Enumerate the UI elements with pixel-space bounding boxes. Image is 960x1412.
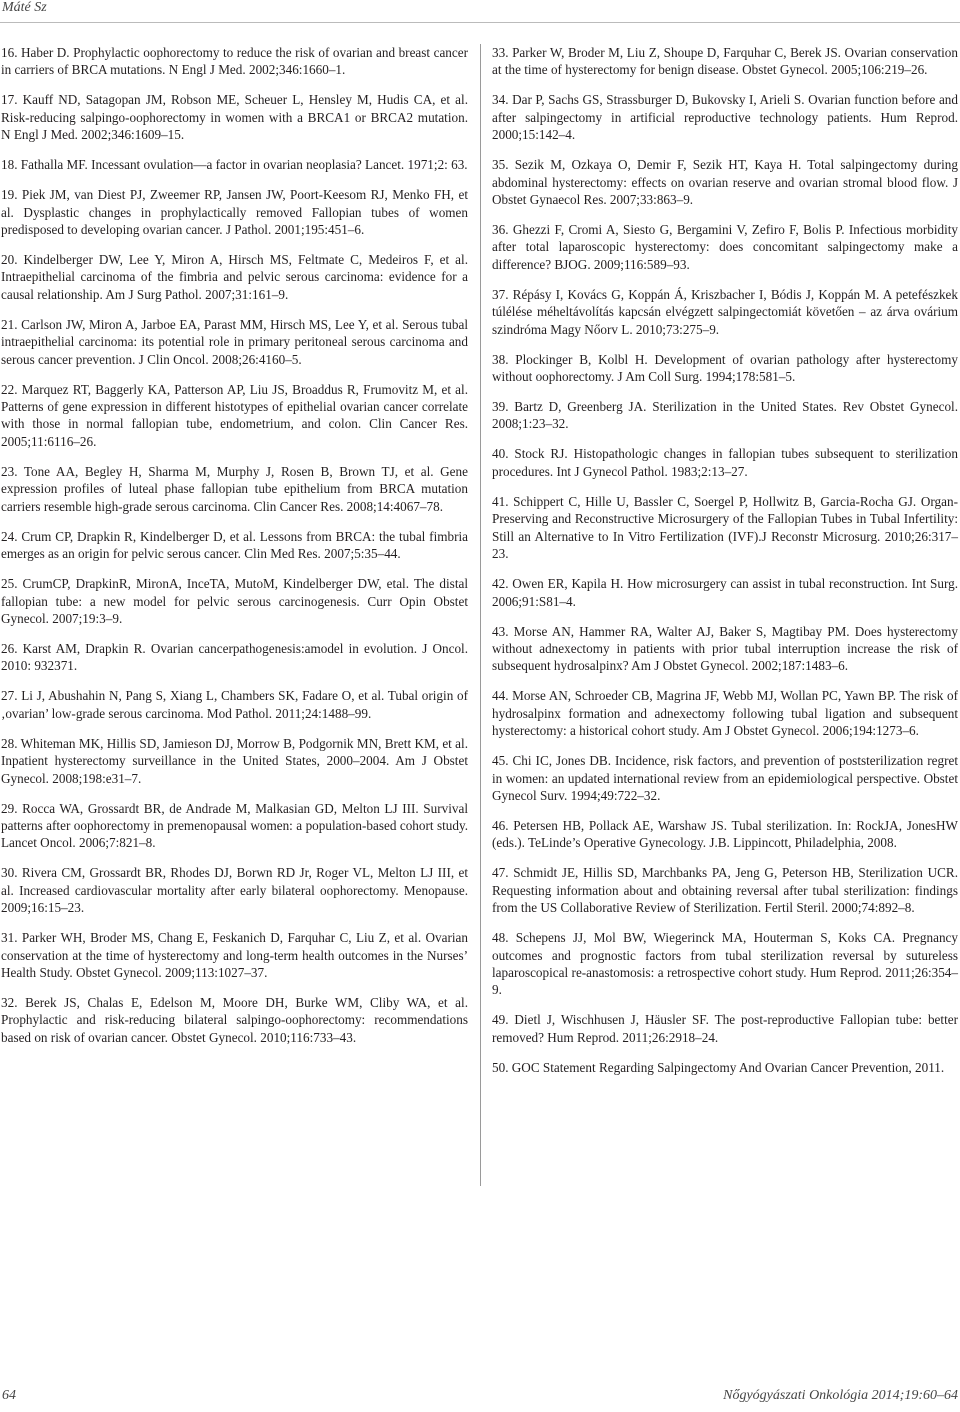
header-divider xyxy=(0,22,960,23)
reference-item: 25. CrumCP, DrapkinR, MironA, InceTA, MutoM, Kindelberger DW, etal. The distal fallopian tube: a new model for pelvic serous carcinogenesis. Curr Opin Obstet Gynecol. 2007;19:3–9. xyxy=(1,576,468,626)
reference-item: 41. Schippert C, Hille U, Bassler C, Soergel P, Hollwitz B, Garcia-Rocha GJ. Organ-Preserving and Reconstructive Microsurgery of the Fallopian Tubes in Tubal Infertility: Still an Alternative to In Vitro Fertilization (IVF).J Reconstr Microsurg. 2010;26:317–23. xyxy=(492,493,958,562)
reference-list-right-column xyxy=(492,44,958,1089)
reference-item: 32. Berek JS, Chalas E, Edelson M, Moore DH, Burke WM, Cliby WA, et al. Prophylactic and risk-reducing bilateral salpingo-oophorectomy: recommendations based on risk of ovarian cancer. Obstet Gynecol. 2010;116:733–43. xyxy=(1,994,468,1045)
reference-list-left-column xyxy=(1,44,468,1059)
reference-item: 39. Bartz D, Greenberg JA. Sterilization in the United States. Rev Obstet Gynecol. 2008;1:23–32. xyxy=(492,399,958,432)
reference-item: 27. Li J, Abushahin N, Pang S, Xiang L, Chambers SK, Fadare O, et al. Tubal origin of ‚ovarian’ low-grade serous carcinoma. Mod Pathol. 2011;24:1488–99. xyxy=(1,688,468,721)
reference-item: 35. Sezik M, Ozkaya O, Demir F, Sezik HT, Kaya H. Total salpingectomy during abdominal hysterectomy: effects on ovarian reserve and ovarian stromal blood flow. J Obstet Gynaecol Res. 2007;33:863–9. xyxy=(492,157,958,208)
reference-item: 19. Piek JM, van Diest PJ, Zweemer RP, Jansen JW, Poort-Keesom RJ, Menko FH, et al. Dysplastic changes in prophylactically removed Fallopian tubes of women predisposed to developing ovarian cancer. J Pathol. 2001;195:451–6. xyxy=(1,187,468,238)
reference-item: 26. Karst AM, Drapkin R. Ovarian cancerpathogenesis:amodel in evolution. J Oncol. 2010: 932371. xyxy=(1,640,468,674)
reference-item: 33. Parker W, Broder M, Liu Z, Shoupe D, Farquhar C, Berek JS. Ovarian conservation at the time of hysterectomy for benign disease. Obstet Gynecol. 2005;106:219–26. xyxy=(492,45,958,78)
reference-item: 30. Rivera CM, Grossardt BR, Rhodes DJ, Borwn RD Jr, Roger VL, Melton LJ III, et al. Increased cardiovascular mortality after early bilateral oophorectomy. Menopause. 2009;16:15–23. xyxy=(1,865,468,916)
reference-item: 18. Fathalla MF. Incessant ovulation—a factor in ovarian neoplasia? Lancet. 1971;2: 63. xyxy=(1,157,468,173)
reference-item: 40. Stock RJ. Histopathologic changes in fallopian tubes subsequent to sterilization procedures. Int J Gynecol Pathol. 1983;2:13–27. xyxy=(492,446,958,479)
reference-item: 45. Chi IC, Jones DB. Incidence, risk factors, and prevention of poststerilization regret in women: an updated international review from an epidemiological perspective. Obstet Gynecol Surv. 1994;49:722–32. xyxy=(492,753,958,803)
reference-item: 49. Dietl J, Wischhusen J, Häusler SF. The post-reproductive Fallopian tube: better removed? Hum Reprod. 2011;26:2918–24. xyxy=(492,1012,958,1045)
reference-item: 48. Schepens JJ, Mol BW, Wiegerinck MA, Houterman S, Koks CA. Pregnancy outcomes and prognostic factors from tubal sterilization reversal by sutureless laparoscopical re-anastomosis: a retrospective cohort study. Hum Reprod. 2011;26:354–9. xyxy=(492,930,958,998)
reference-item: 16. Haber D. Prophylactic oophorectomy to reduce the risk of ovarian and breast cancer in carriers of BRCA mutations. N Engl J Med. 2002;346:1660–1. xyxy=(1,45,468,78)
reference-item: 21. Carlson JW, Miron A, Jarboe EA, Parast MM, Hirsch MS, Lee Y, et al. Serous tubal intraepithelial carcinoma: its potential role in primary peritoneal serous carcinoma and serous cancer prevention. J Clin Oncol. 2008;26:4160–5. xyxy=(1,316,468,367)
reference-item: 28. Whiteman MK, Hillis SD, Jamieson DJ, Morrow B, Podgornik MN, Brett KM, et al. Inpatient hysterectomy surveillance in the United States, 2000–2004. Am J Obstet Gynecol. 2008;198:e31–7. xyxy=(1,735,468,786)
reference-item: 38. Plockinger B, Kolbl H. Development of ovarian pathology after hysterectomy without oophorectomy. J Am Coll Surg. 1994;178:581–5. xyxy=(492,351,958,385)
reference-item: 22. Marquez RT, Baggerly KA, Patterson AP, Liu JS, Broaddus R, Frumovitz M, et al. Patterns of gene expression in different histotypes of epithelial ovarian cancer correlate with those in normal fallopian tube, endometrium, and colon. Clin Cancer Res. 2005;11:6116–26. xyxy=(1,381,468,449)
reference-item: 46. Petersen HB, Pollack AE, Warshaw JS. Tubal sterilization. In: RockJA, JonesHW (eds.). TeLinde’s Operative Gynecology. J.B. Lippincott, Philadelphia, 2008. xyxy=(492,817,958,851)
running-header-author: Máté Sz xyxy=(2,0,47,15)
reference-item: 50. GOC Statement Regarding Salpingectomy And Ovarian Cancer Prevention, 2011. xyxy=(492,1059,945,1075)
reference-item: 31. Parker WH, Broder MS, Chang E, Feskanich D, Farquhar C, Liu Z, et al. Ovarian conservation at the time of hysterectomy and long-term health outcomes in the Nurses’ Health Study. Obstet Gynecol. 2009;113:1027–37. xyxy=(1,930,468,980)
reference-item: 34. Dar P, Sachs GS, Strassburger D, Bukovsky I, Arieli S. Ovarian function before and after salpingectomy in artificial reproductive technology patients. Hum Reprod. 2000;15:142–4. xyxy=(492,92,958,143)
reference-item: 17. Kauff ND, Satagopan JM, Robson ME, Scheuer L, Hensley M, Hudis CA, et al. Risk-reducing salpingo-oophorectomy in women with a BRCA1 or BRCA2 mutation. N Engl J Med. 2002;346:1609–15. xyxy=(1,92,468,143)
reference-item: 20. Kindelberger DW, Lee Y, Miron A, Hirsch MS, Feltmate C, Medeiros F, et al. Intraepithelial carcinoma of the fimbria and pelvic serous carcinoma: evidence for a causal relationship. Am J Surg Pathol. 2007;31:161–9. xyxy=(1,252,468,302)
reference-item: 44. Morse AN, Schroeder CB, Magrina JF, Webb MJ, Wollan PC, Yawn BP. The risk of hydrosalpinx formation and adnexectomy following tubal ligation and subsequent hysterectomy: a historical cohort study. Am J Obstet Gynecol. 2006;194:1273–6. xyxy=(492,688,958,739)
reference-item: 24. Crum CP, Drapkin R, Kindelberger D, et al. Lessons from BRCA: the tubal fimbria emerges as an origin for pelvic serous cancer. Clin Med Res. 2007;5:35–44. xyxy=(1,528,468,562)
page-number: 64 xyxy=(2,1388,16,1403)
reference-item: 29. Rocca WA, Grossardt BR, de Andrade M, Malkasian GD, Melton LJ III. Survival patterns after oophorectomy in premenopausal women: a population-based cohort study. Lancet Oncol. 2006;7:821–8. xyxy=(1,800,468,851)
column-divider xyxy=(480,44,481,1186)
reference-item: 23. Tone AA, Begley H, Sharma M, Murphy J, Rosen B, Brown TJ, et al. Gene expression profiles of luteal phase fallopian tube epithelium from BRCA mutation carriers resemble high-grade serous carcinoma. Clin Cancer Res. 2008;14:4067–78. xyxy=(1,463,468,514)
journal-citation: Nőgyógyászati Onkológia 2014;19:60–64 xyxy=(723,1388,958,1403)
reference-item: 42. Owen ER, Kapila H. How microsurgery can assist in tubal reconstruction. Int Surg. 2006;91:S81–4. xyxy=(492,576,958,609)
reference-item: 37. Répásy I, Kovács G, Koppán Á, Kriszbacher I, Bódis J, Koppán M. A petefészkek túlélése méheltávolítás kapcsán elvégzett salpingectomiát követően – az árva ovárium szindróma Magy Nőorv L. 2010;73:275–9. xyxy=(492,286,958,337)
reference-item: 36. Ghezzi F, Cromi A, Siesto G, Bergamini V, Zefiro F, Bolis P. Infectious morbidity after total laparoscopic hysterectomy: does concomitant salpingectomy make a difference? BJOG. 2009;116:589–93. xyxy=(492,222,958,272)
reference-item: 47. Schmidt JE, Hillis SD, Marchbanks PA, Jeng G, Peterson HB, Sterilization UCR. Requesting information about and obtaining reversal after tubal sterilization: findings from the US Collaborative Review of Sterilization. Fertil Steril. 2000;74:892–8. xyxy=(492,865,958,916)
reference-item: 43. Morse AN, Hammer RA, Walter AJ, Baker S, Magtibay PM. Does hysterectomy without adnexectomy in patients with prior tubal interruption increase the risk of subsequent hydrosalpinx? Am J Obstet Gynecol. 2002;187:1483–6. xyxy=(492,623,958,674)
